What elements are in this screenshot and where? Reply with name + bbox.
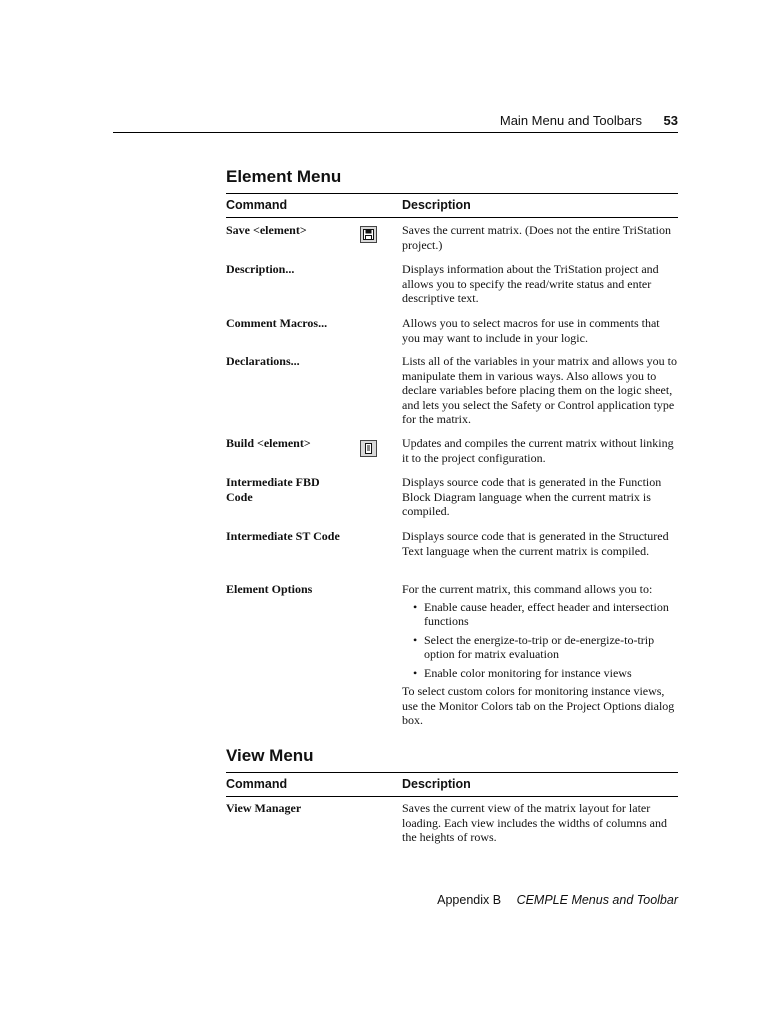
command-name: Save <element> bbox=[226, 223, 307, 237]
command-description: Displays information about the TriStation project and allows you to specify the read/write status and enter descriptive text. bbox=[402, 262, 659, 305]
table-header-view-menu bbox=[226, 772, 678, 797]
command-name: Build <element> bbox=[226, 436, 311, 450]
section-title-view-menu: View Menu bbox=[226, 746, 314, 765]
column-header-command: Command bbox=[226, 777, 288, 791]
command-description: For the current matrix, this command allows you to: • Enable cause header, effect header and intersection functions • Select the energize-to-trip or de-energize-to-trip option for matrix evaluation • Enable color monitoring for instance views To select custom colors for monitoring instance views, use the Monitor Colors tab on the Project Options dialog box. bbox=[402, 582, 678, 728]
list-item: • Enable color monitoring for instance views bbox=[413, 665, 632, 680]
column-header-command: Command bbox=[226, 198, 288, 212]
command-description: Updates and compiles the current matrix without linking it to the project configuration. bbox=[402, 436, 674, 465]
command-description: Allows you to select macros for use in comments that you may want to include in your logic. bbox=[402, 316, 660, 345]
list-item: • Select the energize-to-trip or de-energize-to-trip option for matrix evaluation bbox=[413, 632, 655, 661]
page-header bbox=[113, 113, 678, 133]
column-header-description: Description bbox=[402, 777, 471, 791]
table-header-element-menu bbox=[226, 193, 678, 218]
section-title-element-menu: Element Menu bbox=[226, 167, 342, 186]
list-item: • Enable cause header, effect header and intersection functions bbox=[413, 599, 669, 628]
command-name: Intermediate FBD Code bbox=[226, 475, 320, 504]
footer-title: CEMPLE Menus and Toolbar bbox=[516, 893, 678, 907]
command-description: Lists all of the variables in your matrix and allows you to manipulate them in various ways. Also allows you to declare variables before placing them on the logic sheet, and lets you select the Safety or Control application type for the matrix. bbox=[402, 354, 677, 426]
save-icon bbox=[360, 226, 377, 243]
command-description: Displays source code that is generated in the Structured Text language when the current matrix is compiled. bbox=[402, 529, 669, 558]
option-list bbox=[402, 600, 678, 681]
command-description: Saves the current view of the matrix layout for later loading. Each view includes the widths of columns and the heights of rows. bbox=[402, 801, 667, 844]
command-name: View Manager bbox=[226, 801, 302, 815]
command-name: Comment Macros... bbox=[226, 316, 328, 330]
header-title: Main Menu and Toolbars bbox=[499, 113, 642, 128]
column-header-description: Description bbox=[402, 198, 471, 212]
command-name: Intermediate ST Code bbox=[226, 529, 340, 543]
page-number: 53 bbox=[663, 113, 678, 128]
build-icon bbox=[360, 440, 377, 457]
command-name: Element Options bbox=[226, 582, 313, 596]
command-note: To select custom colors for monitoring instance views, use the Monitor Colors tab on the Project Options dialog box. bbox=[402, 684, 675, 727]
footer-appendix: Appendix B bbox=[437, 893, 502, 907]
command-description: Saves the current matrix. (Does not the entire TriStation project.) bbox=[402, 223, 671, 252]
page-footer bbox=[437, 893, 678, 907]
command-description: Displays source code that is generated in the Function Block Diagram language when the current matrix is compiled. bbox=[402, 475, 662, 518]
command-name: Description... bbox=[226, 262, 295, 276]
command-name: Declarations... bbox=[226, 354, 300, 368]
